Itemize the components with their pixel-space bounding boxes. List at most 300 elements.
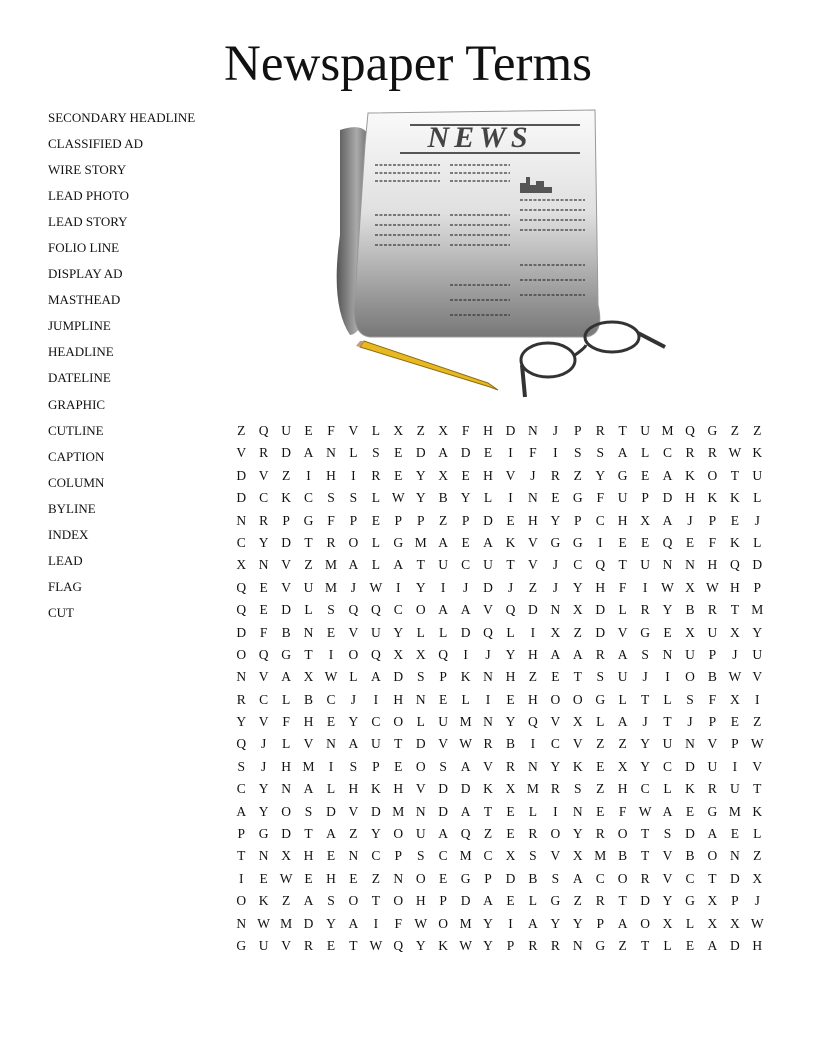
grid-cell: S — [663, 826, 672, 842]
grid-cell: P — [708, 714, 717, 730]
grid-cell: M — [594, 848, 607, 864]
grid-cell: A — [326, 826, 336, 842]
grid-cell: T — [708, 870, 717, 886]
grid-cell: S — [551, 870, 560, 886]
grid-cell: X — [729, 915, 740, 931]
word-list-item: WIRE STORY — [48, 162, 127, 178]
grid-cell: K — [752, 445, 763, 461]
grid-cell: R — [595, 893, 605, 909]
grid-cell: I — [440, 579, 446, 595]
grid-cell: O — [236, 893, 247, 909]
grid-cell: U — [415, 826, 426, 842]
grid-cell: O — [393, 826, 404, 842]
grid-cell: A — [707, 826, 718, 842]
grid-cell: X — [729, 624, 740, 640]
grid-cell: V — [483, 758, 493, 774]
grid-cell: R — [550, 937, 560, 953]
grid-cell: B — [707, 669, 717, 685]
grid-cell: Q — [236, 736, 247, 752]
grid-row — [230, 466, 769, 488]
grid-cell: E — [506, 826, 515, 842]
grid-cell: P — [439, 669, 447, 685]
grid-cell: S — [686, 691, 694, 707]
grid-cell: S — [574, 445, 582, 461]
grid-cell: Z — [753, 714, 762, 730]
grid-cell: G — [393, 534, 404, 550]
grid-cell: D — [415, 736, 426, 752]
grid-cell: P — [282, 512, 290, 528]
grid-cell: T — [618, 423, 627, 438]
grid-cell: Q — [438, 646, 449, 662]
grid-cell: E — [259, 579, 268, 595]
grid-cell: P — [708, 646, 717, 662]
grid-cell: Z — [730, 423, 739, 438]
grid-cell: O — [415, 758, 426, 774]
grid-cell: Q — [662, 534, 673, 550]
grid-cell: X — [281, 848, 291, 864]
grid-cell: E — [349, 870, 358, 886]
grid-cell: G — [707, 423, 718, 438]
grid-cell: I — [485, 691, 491, 707]
grid-cell: G — [550, 893, 561, 909]
grid-cell: I — [530, 736, 536, 752]
grid-cell: V — [572, 736, 583, 752]
grid-cell: I — [508, 445, 513, 461]
grid-cell: U — [370, 624, 381, 640]
grid-cell: Q — [258, 423, 269, 438]
grid-cell: O — [550, 826, 561, 842]
grid-cell: L — [663, 937, 672, 953]
grid-cell: F — [529, 445, 537, 461]
grid-cell: T — [416, 557, 425, 573]
grid-cell: F — [708, 691, 717, 707]
grid-cell: A — [348, 915, 359, 931]
grid-cell: D — [460, 624, 471, 640]
grid-cell: K — [483, 781, 493, 797]
grid-cell: N — [528, 758, 538, 774]
grid-row — [230, 600, 769, 622]
grid-cell: R — [483, 736, 493, 752]
grid-cell: O — [438, 915, 449, 931]
grid-cell: A — [662, 467, 673, 483]
grid-cell: G — [236, 937, 247, 953]
grid-cell: X — [236, 557, 247, 573]
grid-cell: H — [393, 781, 404, 797]
grid-cell: F — [327, 423, 335, 438]
grid-cell: G — [617, 467, 628, 483]
masthead-logo: NEWS — [427, 121, 533, 154]
grid-cell: A — [438, 445, 449, 461]
grid-cell: A — [393, 557, 404, 573]
grid-cell: J — [642, 714, 648, 730]
grid-cell: C — [326, 691, 336, 707]
grid-cell: L — [371, 534, 380, 550]
grid-cell: O — [348, 534, 359, 550]
grid-row — [230, 555, 769, 577]
grid-cell: J — [732, 646, 738, 662]
grid-cell: B — [505, 736, 515, 752]
grid-cell: U — [281, 423, 291, 438]
grid-row — [230, 421, 769, 443]
grid-cell: I — [642, 579, 648, 595]
grid-cell: M — [302, 758, 315, 774]
grid-cell: Q — [370, 646, 381, 662]
grid-cell: N — [281, 781, 291, 797]
grid-cell: X — [572, 602, 583, 618]
grid-cell: S — [439, 758, 447, 774]
grid-cell: M — [459, 915, 472, 931]
grid-cell: C — [304, 490, 314, 506]
grid-cell: L — [461, 691, 470, 707]
grid-cell: A — [707, 937, 718, 953]
grid-cell: K — [572, 758, 583, 774]
grid-cell: S — [529, 848, 537, 864]
grid-cell: S — [327, 602, 335, 618]
grid-cell: U — [640, 423, 650, 438]
grid-cell: A — [281, 669, 291, 685]
grid-cell: K — [707, 490, 718, 506]
grid-cell: U — [729, 781, 740, 797]
grid-cell: E — [596, 758, 605, 774]
grid-cell: W — [414, 915, 428, 931]
grid-cell: I — [755, 691, 760, 707]
word-search-grid — [230, 421, 769, 958]
grid-cell: A — [460, 758, 471, 774]
grid-cell: E — [461, 534, 470, 550]
grid-cell: J — [350, 579, 357, 595]
grid-cell: H — [617, 512, 628, 528]
grid-cell: E — [685, 937, 695, 953]
grid-cell: X — [505, 848, 516, 864]
grid-cell: E — [663, 624, 672, 640]
grid-cell: H — [483, 423, 493, 438]
grid-cell: O — [617, 826, 628, 842]
grid-cell: D — [729, 937, 740, 953]
word-list-item: MASTHEAD — [48, 292, 121, 308]
grid-cell: T — [640, 826, 650, 842]
grid-cell: A — [348, 557, 359, 573]
grid-cell: A — [617, 445, 628, 461]
grid-cell: P — [461, 512, 470, 528]
grid-cell: R — [685, 445, 695, 461]
grid-cell: C — [663, 445, 673, 461]
grid-cell: R — [371, 467, 381, 483]
grid-cell: H — [729, 579, 740, 595]
grid-cell: T — [506, 557, 515, 573]
grid-cell: R — [640, 870, 650, 886]
grid-cell: H — [393, 691, 404, 707]
grid-cell: Z — [371, 870, 380, 886]
grid-cell: A — [438, 826, 449, 842]
grid-cell: I — [306, 467, 311, 483]
grid-cell: J — [350, 691, 357, 707]
grid-cell: L — [349, 669, 358, 685]
grid-cell: X — [438, 467, 449, 483]
grid-cell: Y — [483, 915, 493, 931]
grid-cell: Y — [348, 714, 359, 730]
grid-cell: K — [505, 534, 516, 550]
grid-cell: E — [730, 826, 739, 842]
grid-cell: N — [236, 512, 247, 528]
grid-cell: S — [349, 490, 358, 506]
grid-cell: V — [281, 937, 291, 953]
grid-cell: U — [258, 937, 269, 953]
grid-cell: C — [595, 512, 605, 528]
grid-row — [230, 914, 769, 936]
grid-cell: N — [483, 714, 493, 730]
grid-cell: K — [281, 490, 291, 506]
grid-cell: L — [618, 602, 627, 618]
grid-row — [230, 623, 769, 645]
grid-cell: H — [505, 669, 516, 685]
grid-cell: E — [551, 669, 560, 685]
grid-cell: N — [236, 915, 247, 931]
grid-row — [230, 443, 769, 465]
grid-cell: U — [707, 758, 718, 774]
grid-cell: W — [257, 915, 271, 931]
grid-cell: Y — [662, 893, 673, 909]
grid-cell: N — [483, 669, 493, 685]
grid-cell: D — [281, 602, 291, 618]
grid-cell: C — [595, 870, 605, 886]
grid-cell: Z — [237, 423, 246, 438]
grid-cell: K — [438, 937, 449, 953]
grid-cell: Y — [258, 803, 269, 819]
grid-cell: I — [328, 646, 334, 662]
grid-cell: V — [617, 624, 628, 640]
grid-cell: U — [707, 624, 718, 640]
grid-cell: V — [752, 669, 763, 685]
grid-cell: D — [303, 915, 314, 931]
grid-cell: V — [707, 736, 718, 752]
grid-cell: P — [394, 848, 403, 864]
grid-cell: Y — [415, 490, 426, 506]
grid-cell: A — [528, 915, 538, 931]
grid-cell: Y — [505, 714, 516, 730]
grid-cell: J — [261, 736, 267, 752]
grid-cell: V — [752, 758, 763, 774]
grid-cell: H — [303, 714, 314, 730]
grid-cell: E — [730, 714, 739, 730]
grid-row — [230, 779, 769, 801]
grid-cell: D — [662, 490, 673, 506]
grid-cell: D — [281, 445, 291, 461]
grid-cell: L — [416, 624, 425, 640]
grid-cell: O — [348, 893, 359, 909]
grid-cell: Z — [528, 579, 538, 595]
word-list-item: CUT — [48, 604, 74, 620]
grid-cell: A — [460, 602, 471, 618]
grid-cell: J — [462, 579, 469, 595]
grid-cell: F — [618, 579, 627, 595]
grid-cell: D — [370, 803, 381, 819]
grid-cell: Y — [550, 758, 561, 774]
grid-cell: R — [304, 937, 314, 953]
grid-cell: D — [752, 557, 763, 573]
grid-cell: O — [415, 602, 426, 618]
grid-cell: D — [236, 490, 247, 506]
grid-cell: D — [505, 870, 516, 886]
grid-cell: E — [326, 714, 336, 730]
grid-cell: J — [552, 557, 558, 573]
grid-cell: Y — [572, 826, 583, 842]
grid-cell: V — [415, 781, 426, 797]
page-title: Newspaper Terms — [224, 36, 592, 92]
grid-cell: I — [732, 758, 738, 774]
grid-cell: E — [259, 870, 268, 886]
grid-cell: V — [528, 557, 538, 573]
grid-cell: W — [750, 915, 764, 931]
word-list-item: CAPTION — [48, 448, 105, 464]
grid-cell: Q — [483, 624, 493, 640]
grid-cell: U — [370, 736, 381, 752]
grid-cell: Q — [505, 602, 516, 618]
grid-cell: Y — [415, 579, 426, 595]
grid-cell: Y — [415, 937, 426, 953]
grid-cell: T — [640, 848, 650, 864]
grid-cell: A — [438, 534, 449, 550]
grid-row — [230, 936, 769, 958]
grid-cell: J — [507, 579, 514, 595]
word-list-item: COLUMN — [48, 474, 105, 490]
word-list-item: FLAG — [48, 578, 82, 594]
grid-cell: D — [393, 669, 404, 685]
grid-cell: N — [528, 490, 538, 506]
grid-cell: Q — [460, 826, 471, 842]
grid-cell: M — [459, 848, 472, 864]
grid-cell: E — [506, 512, 515, 528]
word-list-item: DISPLAY AD — [48, 266, 123, 282]
grid-cell: E — [461, 467, 470, 483]
grid-cell: D — [281, 826, 291, 842]
grid-cell: E — [326, 937, 336, 953]
grid-cell: W — [459, 736, 472, 752]
grid-cell: E — [596, 803, 605, 819]
grid-cell: T — [730, 602, 739, 618]
grid-cell: P — [394, 512, 403, 528]
grid-cell: E — [394, 445, 403, 461]
grid-cell: P — [753, 579, 762, 595]
grid-cell: T — [304, 534, 313, 550]
grid-cell: E — [506, 691, 515, 707]
grid-row — [230, 891, 769, 913]
grid-cell: U — [662, 736, 673, 752]
word-list-item: GRAPHIC — [48, 396, 106, 412]
grid-cell: E — [304, 870, 313, 886]
grid-cell: P — [484, 870, 492, 886]
grid-cell: N — [528, 423, 538, 438]
grid-cell: C — [259, 691, 269, 707]
grid-cell: P — [708, 512, 717, 528]
grid-cell: L — [281, 691, 291, 707]
grid-cell: T — [640, 691, 650, 707]
grid-cell: V — [236, 445, 247, 461]
grid-cell: Y — [595, 467, 606, 483]
grid-cell: N — [348, 848, 359, 864]
grid-cell: N — [236, 669, 247, 685]
grid-cell: U — [685, 646, 695, 662]
grid-cell: V — [505, 467, 516, 483]
grid-cell: Y — [550, 512, 561, 528]
grid-cell: U — [752, 467, 763, 483]
grid-cell: M — [459, 714, 472, 730]
grid-cell: A — [550, 646, 561, 662]
grid-row — [230, 869, 769, 891]
word-list-item: LEAD STORY — [48, 214, 128, 230]
grid-cell: O — [348, 646, 359, 662]
grid-cell: J — [754, 512, 760, 528]
grid-cell: S — [574, 781, 582, 797]
grid-cell: E — [326, 624, 336, 640]
grid-cell: B — [685, 848, 695, 864]
grid-cell: B — [685, 602, 695, 618]
grid-cell: V — [258, 467, 269, 483]
grid-cell: C — [640, 781, 650, 797]
grid-cell: O — [572, 691, 583, 707]
word-list-item: LEAD — [48, 552, 83, 568]
grid-cell: C — [685, 870, 695, 886]
grid-cell: V — [258, 669, 269, 685]
grid-cell: I — [463, 646, 468, 662]
grid-cell: X — [505, 781, 516, 797]
grid-cell: M — [728, 803, 741, 819]
grid-cell: U — [617, 490, 628, 506]
grid-cell: R — [707, 602, 717, 618]
pencil-icon — [356, 341, 498, 390]
grid-cell: C — [393, 602, 403, 618]
grid-cell: N — [685, 557, 695, 573]
grid-cell: T — [640, 937, 650, 953]
grid-cell: L — [640, 445, 650, 461]
grid-cell: J — [485, 646, 491, 662]
grid-cell: C — [371, 714, 381, 730]
grid-cell: Y — [258, 534, 269, 550]
word-list-item: LEAD PHOTO — [48, 188, 130, 204]
grid-cell: O — [685, 669, 695, 685]
grid-cell: H — [348, 781, 359, 797]
grid-cell: D — [528, 602, 538, 618]
grid-cell: V — [348, 803, 359, 819]
grid-cell: M — [751, 602, 764, 618]
grid-cell: L — [416, 714, 425, 730]
grid-cell: X — [550, 624, 561, 640]
grid-cell: E — [326, 848, 336, 864]
grid-cell: V — [550, 848, 561, 864]
grid-cell: D — [595, 624, 606, 640]
grid-cell: D — [236, 624, 247, 640]
grid-cell: R — [528, 826, 538, 842]
grid-cell: W — [728, 669, 742, 685]
grid-cell: I — [373, 915, 379, 931]
grid-cell: L — [371, 557, 380, 573]
grid-cell: U — [752, 646, 763, 662]
grid-cell: X — [415, 646, 426, 662]
grid-cell: Y — [483, 937, 493, 953]
grid-cell: Z — [281, 893, 291, 909]
grid-cell: L — [371, 423, 380, 438]
grid-cell: W — [750, 736, 764, 752]
grid-cell: X — [707, 915, 718, 931]
grid-cell: R — [528, 937, 538, 953]
grid-cell: Y — [505, 646, 516, 662]
grid-cell: E — [304, 423, 313, 438]
grid-cell: H — [483, 467, 493, 483]
grid-cell: L — [753, 534, 762, 550]
grid-cell: P — [596, 915, 604, 931]
grid-cell: A — [572, 870, 583, 886]
grid-row — [230, 645, 769, 667]
grid-cell: Q — [729, 557, 740, 573]
